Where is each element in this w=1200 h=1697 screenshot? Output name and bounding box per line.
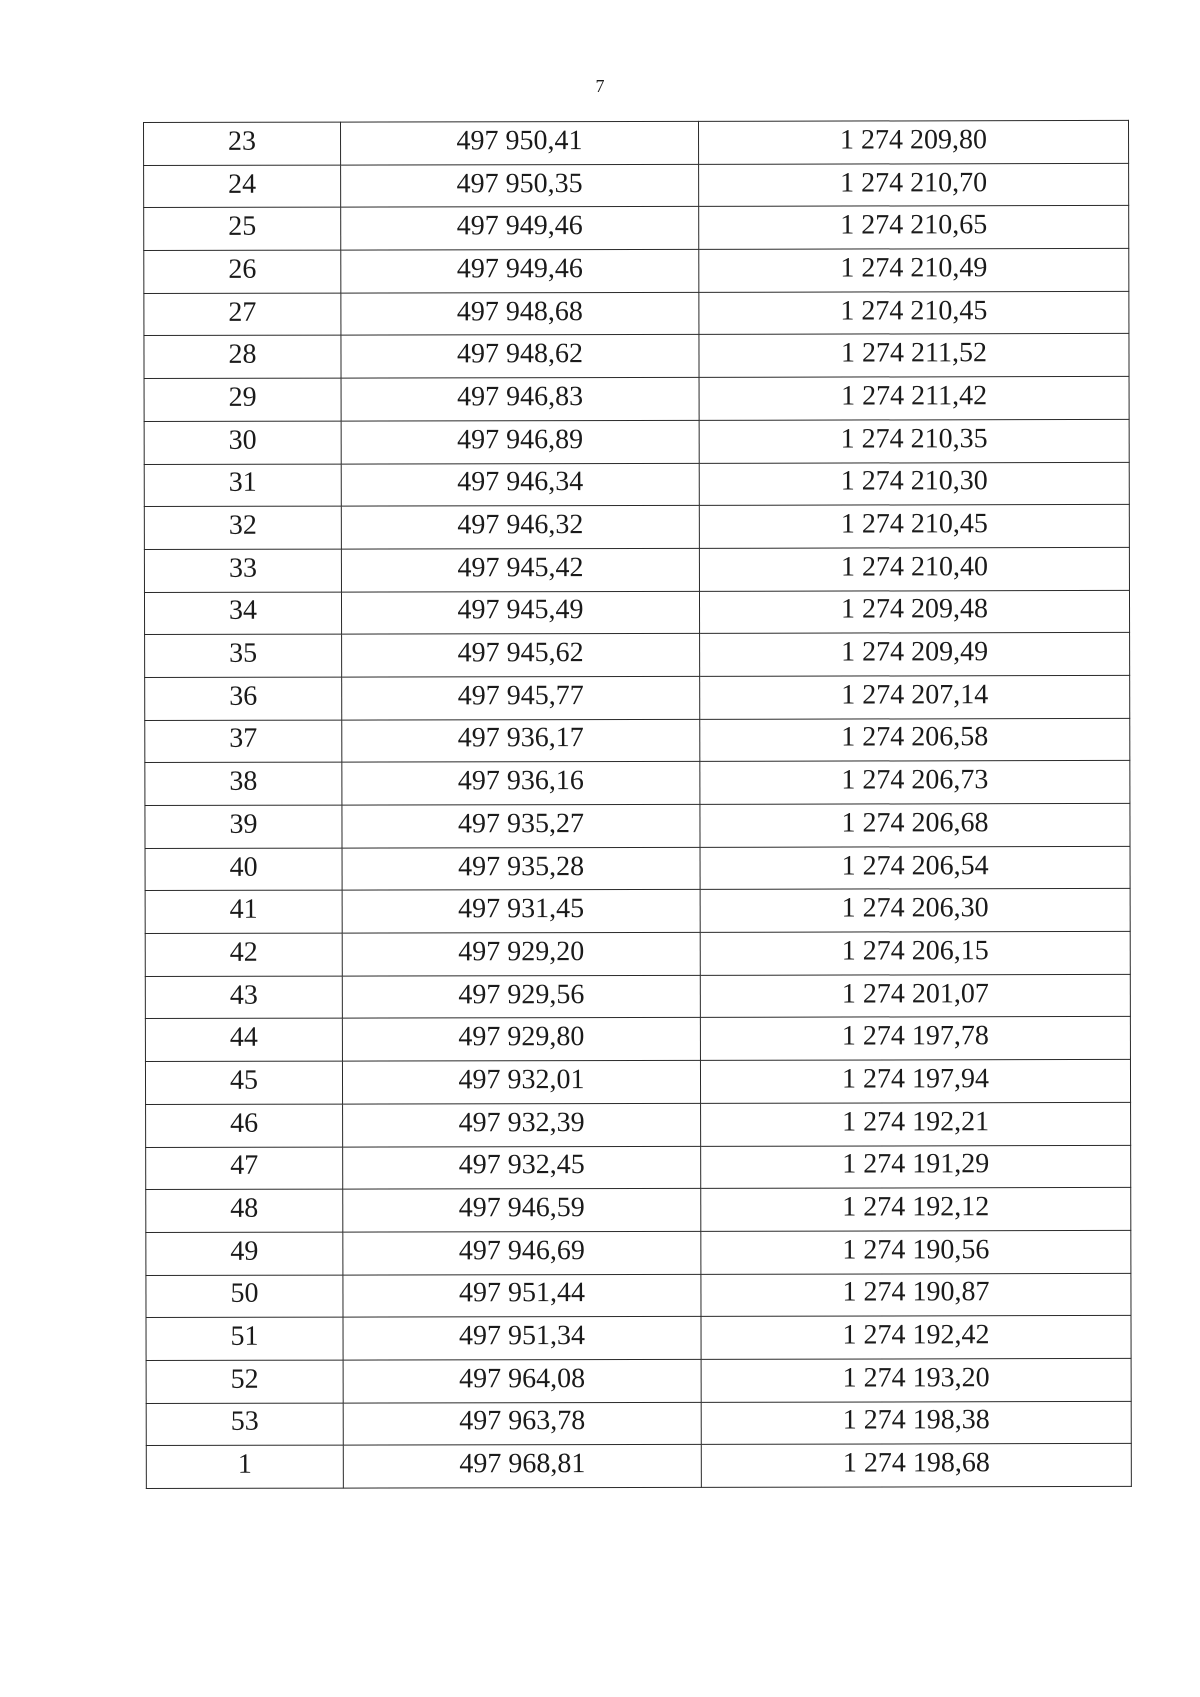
y-coordinate-cell	[700, 761, 1130, 805]
point-number-cell	[146, 1147, 343, 1190]
point-number-cell	[145, 677, 342, 720]
x-coordinate-cell-text: 497 936,17	[457, 722, 584, 754]
point-number-cell-text: 30	[228, 424, 257, 456]
x-coordinate-cell	[341, 548, 699, 591]
point-number-cell-text: 37	[229, 723, 258, 755]
point-number-cell	[146, 1445, 343, 1488]
table-row	[144, 120, 1129, 165]
y-coordinate-cell	[699, 248, 1129, 292]
table-row	[146, 1188, 1131, 1233]
y-coordinate-cell-text: 1 274 206,68	[841, 807, 989, 839]
x-coordinate-cell-text: 497 948,68	[456, 295, 583, 327]
table-row	[146, 1316, 1131, 1361]
point-number-cell-text: 39	[229, 808, 258, 840]
x-coordinate-cell-text: 497 949,46	[456, 252, 583, 285]
x-coordinate-cell	[342, 1060, 700, 1103]
x-coordinate-cell-text: 497 945,62	[457, 637, 584, 669]
y-coordinate-cell	[699, 206, 1129, 250]
y-coordinate-cell	[699, 547, 1129, 591]
y-coordinate-cell	[701, 1273, 1131, 1317]
point-number-cell	[144, 250, 341, 293]
point-number-cell	[146, 1189, 343, 1232]
y-coordinate-cell-text: 1 274 210,30	[840, 465, 988, 497]
x-coordinate-cell	[342, 1018, 700, 1061]
y-coordinate-cell-text: 1 274 206,58	[841, 721, 989, 754]
table-row	[144, 206, 1129, 251]
y-coordinate-cell	[700, 675, 1130, 719]
x-coordinate-cell-text: 497 946,32	[457, 509, 584, 541]
y-coordinate-cell	[701, 1444, 1131, 1488]
y-coordinate-cell-text: 1 274 201,07	[841, 977, 989, 1010]
x-coordinate-cell	[341, 335, 699, 378]
x-coordinate-cell	[341, 591, 699, 634]
x-coordinate-cell-text: 497 949,46	[456, 210, 583, 242]
point-number-cell-text: 33	[228, 552, 257, 584]
table-row	[145, 1017, 1130, 1062]
y-coordinate-cell	[700, 931, 1130, 975]
table-row	[144, 547, 1129, 592]
y-coordinate-cell	[699, 419, 1129, 463]
table-row	[145, 974, 1130, 1019]
x-coordinate-cell	[343, 1231, 701, 1274]
point-number-cell-text: 52	[230, 1363, 259, 1395]
y-coordinate-cell	[699, 462, 1129, 506]
table-row	[144, 248, 1129, 293]
y-coordinate-cell-text: 1 274 210,49	[840, 252, 988, 284]
table-row	[145, 761, 1130, 806]
point-number-cell-text: 53	[230, 1406, 259, 1438]
x-coordinate-cell-text: 497 931,45	[458, 893, 585, 925]
table-row	[145, 889, 1130, 934]
table-row	[146, 1444, 1131, 1489]
x-coordinate-cell-text: 497 946,89	[457, 423, 584, 455]
point-number-cell	[144, 464, 341, 507]
x-coordinate-cell	[343, 1274, 701, 1317]
y-coordinate-cell-text: 1 274 209,48	[840, 593, 989, 625]
x-coordinate-cell-text: 497 935,28	[458, 850, 585, 882]
table-row	[146, 1273, 1131, 1318]
x-coordinate-cell-text: 497 948,62	[456, 338, 584, 370]
point-number-cell-text: 46	[230, 1107, 259, 1139]
y-coordinate-cell-text: 1 274 206,30	[841, 892, 989, 924]
point-number-cell	[145, 762, 342, 805]
x-coordinate-cell	[343, 1317, 701, 1360]
point-number-cell	[146, 1317, 343, 1360]
table-row	[145, 803, 1130, 848]
x-coordinate-cell	[341, 249, 699, 292]
y-coordinate-cell	[701, 1102, 1131, 1146]
x-coordinate-cell-text: 497 964,08	[459, 1362, 586, 1395]
point-number-cell	[145, 848, 342, 891]
y-coordinate-cell	[699, 291, 1129, 335]
x-coordinate-cell	[343, 1445, 701, 1488]
coordinates-table-body	[144, 120, 1132, 1488]
point-number-cell-text: 26	[228, 253, 257, 285]
x-coordinate-cell-text: 497 950,41	[456, 124, 583, 157]
point-number-cell	[145, 1019, 342, 1062]
y-coordinate-cell-text: 1 274 210,70	[840, 166, 988, 199]
y-coordinate-cell	[700, 1017, 1130, 1061]
point-number-cell	[145, 1061, 342, 1104]
x-coordinate-cell	[342, 890, 700, 933]
point-number-cell	[145, 890, 342, 933]
point-number-cell	[144, 165, 341, 208]
y-coordinate-cell-text: 1 274 197,78	[841, 1020, 989, 1052]
point-number-cell	[145, 933, 342, 976]
y-coordinate-cell	[699, 377, 1129, 421]
y-coordinate-cell	[701, 1230, 1131, 1274]
point-number-cell-text: 25	[228, 210, 257, 243]
y-coordinate-cell-text: 1 274 197,94	[841, 1063, 990, 1095]
x-coordinate-cell-text: 497 945,77	[457, 679, 584, 712]
point-number-cell-text: 32	[228, 509, 257, 541]
y-coordinate-cell-text: 1 274 210,40	[840, 550, 988, 583]
x-coordinate-cell-text: 497 929,56	[458, 978, 585, 1010]
point-number-cell	[145, 805, 342, 848]
y-coordinate-cell-text: 1 274 190,56	[842, 1233, 990, 1266]
x-coordinate-cell	[343, 1359, 701, 1402]
table-row	[146, 1102, 1131, 1147]
point-number-cell-text: 31	[228, 467, 257, 499]
table-row	[146, 1230, 1131, 1275]
table-row	[144, 419, 1129, 464]
point-number-cell	[144, 336, 341, 379]
point-number-cell	[144, 549, 341, 592]
point-number-cell-text: 28	[228, 339, 257, 371]
point-number-cell-text: 35	[229, 637, 258, 669]
point-number-cell-text: 23	[228, 125, 257, 157]
y-coordinate-cell-text: 1 274 192,42	[842, 1319, 990, 1351]
point-number-cell-text: 44	[229, 1022, 258, 1054]
point-number-cell	[144, 592, 341, 635]
y-coordinate-cell	[701, 1401, 1131, 1445]
x-coordinate-cell-text: 497 946,59	[458, 1192, 585, 1224]
x-coordinate-cell-text: 497 932,01	[458, 1064, 585, 1096]
x-coordinate-cell	[342, 719, 700, 762]
y-coordinate-cell	[699, 163, 1129, 207]
y-coordinate-cell-text: 1 274 210,45	[840, 508, 988, 540]
point-number-cell	[146, 1232, 343, 1275]
point-number-cell	[146, 1104, 343, 1147]
table-row	[146, 1358, 1131, 1403]
x-coordinate-cell-text: 497 946,83	[457, 381, 584, 413]
x-coordinate-cell	[341, 207, 699, 250]
x-coordinate-cell	[343, 1189, 701, 1232]
point-number-cell-text: 47	[230, 1150, 259, 1182]
y-coordinate-cell	[701, 1145, 1131, 1189]
point-number-cell	[145, 720, 342, 763]
y-coordinate-cell-text: 1 274 210,35	[840, 422, 988, 455]
y-coordinate-cell-text: 1 274 206,54	[841, 849, 989, 882]
point-number-cell	[144, 378, 341, 421]
x-coordinate-cell-text: 497 963,78	[459, 1405, 586, 1437]
y-coordinate-cell-text: 1 274 192,12	[842, 1191, 990, 1223]
y-coordinate-cell-text: 1 274 198,38	[842, 1404, 990, 1437]
x-coordinate-cell	[341, 164, 699, 207]
x-coordinate-cell	[342, 634, 700, 677]
x-coordinate-cell	[341, 292, 699, 335]
x-coordinate-cell	[342, 762, 700, 805]
table-row	[146, 1145, 1131, 1190]
y-coordinate-cell	[700, 846, 1130, 890]
table-row	[144, 163, 1129, 208]
point-number-cell-text: 34	[228, 595, 258, 627]
table-row	[144, 334, 1129, 379]
y-coordinate-cell	[700, 633, 1130, 677]
x-coordinate-cell	[342, 975, 700, 1018]
y-coordinate-cell	[699, 590, 1129, 634]
table-row	[144, 462, 1129, 507]
x-coordinate-cell-text: 497 929,80	[458, 1021, 585, 1053]
x-coordinate-cell	[341, 377, 699, 420]
y-coordinate-cell	[699, 334, 1129, 378]
point-number-cell	[144, 293, 341, 336]
point-number-cell	[146, 1403, 343, 1446]
point-number-cell-text: 50	[230, 1278, 259, 1310]
page-number: 7	[595, 76, 605, 96]
x-coordinate-cell	[341, 121, 699, 164]
x-coordinate-cell-text: 497 951,44	[458, 1277, 585, 1309]
x-coordinate-cell	[342, 804, 700, 847]
y-coordinate-cell	[700, 718, 1130, 762]
x-coordinate-cell-text: 497 968,81	[459, 1448, 586, 1480]
x-coordinate-cell	[342, 932, 700, 975]
coordinates-table	[143, 120, 1132, 1489]
x-coordinate-cell-text: 497 946,34	[457, 466, 584, 498]
y-coordinate-cell	[700, 889, 1130, 933]
y-coordinate-cell-text: 1 274 190,87	[842, 1276, 990, 1308]
point-number-cell	[144, 207, 341, 250]
y-coordinate-cell	[699, 505, 1129, 549]
x-coordinate-cell-text: 497 932,39	[458, 1106, 585, 1138]
y-coordinate-cell-text: 1 274 198,68	[842, 1447, 990, 1479]
x-coordinate-cell	[341, 506, 699, 549]
x-coordinate-cell	[341, 463, 699, 506]
point-number-cell	[145, 634, 342, 677]
point-number-cell-text: 40	[229, 851, 258, 883]
y-coordinate-cell-text: 1 274 211,42	[841, 380, 988, 412]
x-coordinate-cell	[342, 847, 700, 890]
point-number-cell-text: 49	[230, 1235, 259, 1267]
y-coordinate-cell	[701, 1358, 1131, 1402]
point-number-cell	[145, 976, 342, 1019]
point-number-cell-text: 1	[237, 1448, 252, 1480]
table-row	[144, 377, 1129, 422]
y-coordinate-cell	[698, 120, 1128, 164]
x-coordinate-cell	[343, 1103, 701, 1146]
y-coordinate-cell-text: 1 274 211,52	[840, 337, 988, 369]
x-coordinate-cell	[343, 1402, 701, 1445]
y-coordinate-cell-text: 1 274 209,80	[840, 124, 988, 156]
table-row	[145, 718, 1130, 763]
point-number-cell-text: 48	[230, 1192, 259, 1224]
x-coordinate-cell	[343, 1146, 701, 1189]
y-coordinate-cell	[701, 1316, 1131, 1360]
x-coordinate-cell-text: 497 929,20	[458, 935, 585, 968]
table-row	[145, 931, 1130, 976]
x-coordinate-cell-text: 497 935,27	[457, 807, 585, 840]
y-coordinate-cell-text: 1 274 206,73	[841, 764, 989, 796]
table-row	[144, 291, 1129, 336]
y-coordinate-cell-text: 1 274 207,14	[841, 679, 989, 711]
y-coordinate-cell	[700, 974, 1130, 1018]
x-coordinate-cell-text: 497 936,16	[457, 765, 584, 797]
point-number-cell-text: 42	[229, 936, 258, 968]
table-row	[145, 633, 1130, 678]
table-row	[144, 505, 1129, 550]
x-coordinate-cell	[341, 420, 699, 463]
y-coordinate-cell-text: 1 274 206,15	[841, 935, 989, 967]
point-number-cell-text: 41	[229, 893, 258, 926]
point-number-cell-text: 43	[229, 979, 258, 1011]
point-number-cell	[144, 122, 341, 165]
y-coordinate-cell-text: 1 274 209,49	[841, 636, 989, 668]
x-coordinate-cell-text: 497 932,45	[458, 1149, 585, 1181]
x-coordinate-cell-text: 497 945,42	[457, 551, 584, 584]
y-coordinate-cell-text: 1 274 210,65	[840, 209, 988, 241]
table-row	[145, 675, 1130, 720]
point-number-cell	[144, 421, 341, 464]
table-row	[145, 1060, 1130, 1105]
x-coordinate-cell-text: 497 945,49	[457, 594, 584, 626]
point-number-cell-text: 45	[229, 1064, 259, 1096]
point-number-cell-text: 24	[228, 168, 257, 200]
point-number-cell-text: 38	[229, 765, 258, 797]
x-coordinate-cell-text: 497 950,35	[456, 167, 583, 199]
point-number-cell	[146, 1275, 343, 1318]
point-number-cell-text: 27	[228, 296, 257, 328]
y-coordinate-cell-text: 1 274 210,45	[840, 294, 988, 327]
y-coordinate-cell-text: 1 274 192,21	[842, 1105, 990, 1138]
point-number-cell	[146, 1360, 343, 1403]
y-coordinate-cell	[700, 803, 1130, 847]
point-number-cell-text: 36	[229, 680, 258, 712]
y-coordinate-cell-text: 1 274 191,29	[842, 1148, 990, 1180]
x-coordinate-cell	[342, 676, 700, 719]
x-coordinate-cell-text: 497 951,34	[459, 1320, 586, 1352]
y-coordinate-cell	[701, 1188, 1131, 1232]
table-row	[144, 590, 1129, 635]
point-number-cell-text: 29	[228, 381, 257, 413]
table-row	[146, 1401, 1131, 1446]
y-coordinate-cell	[700, 1060, 1130, 1104]
y-coordinate-cell-text: 1 274 193,20	[842, 1362, 990, 1394]
point-number-cell	[144, 506, 341, 549]
x-coordinate-cell-text: 497 946,69	[458, 1234, 585, 1267]
table-row	[145, 846, 1130, 891]
point-number-cell-text: 51	[230, 1320, 259, 1352]
